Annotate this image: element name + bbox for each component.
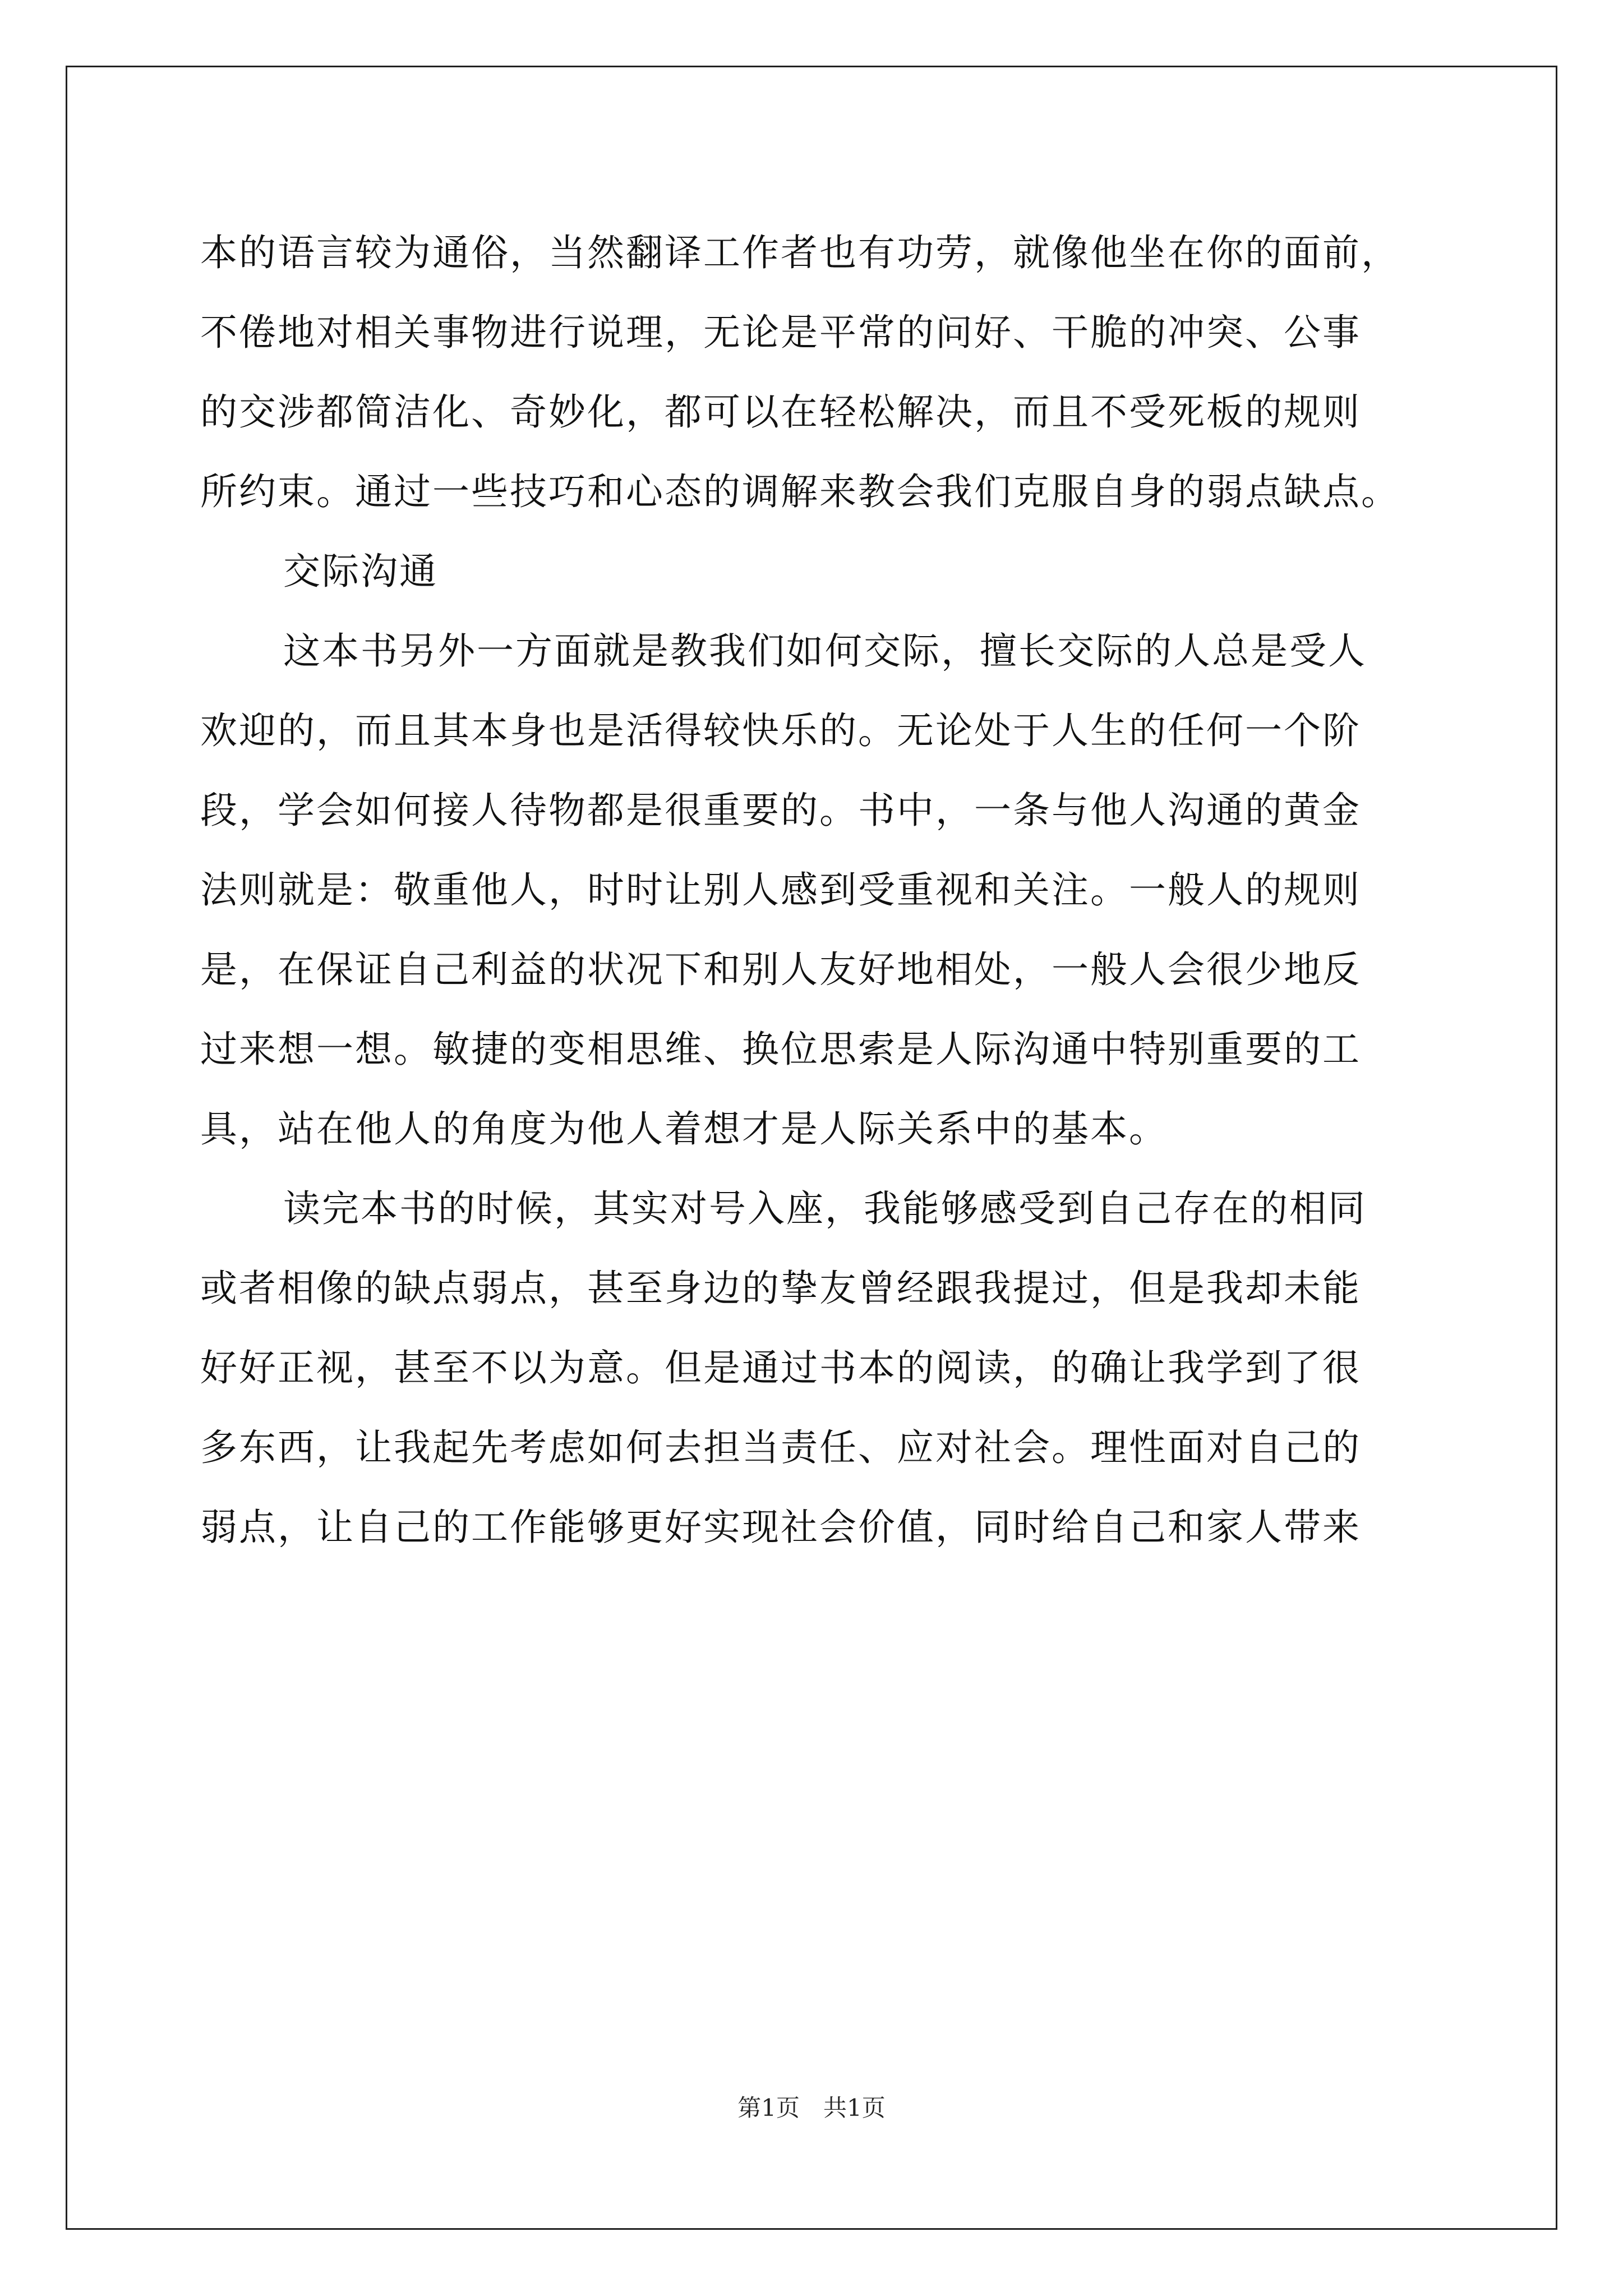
text-line: 法则就是：敬重他人，时时让别人感到受重视和关注。一般人的规则 [200,868,1361,912]
text-line: 所约束。通过一些技巧和心态的调解来教会我们克服自身的弱点缺点。 [200,470,1400,513]
page-number-footer: 第1页 共1页 [737,2094,886,2122]
text-line: 或者相像的缺点弱点，甚至身边的挚友曾经跟我提过，但是我却未能 [200,1267,1361,1310]
paragraph-first-line: 读完本书的时候，其实对号入座，我能够感受到自己存在的相同 [283,1187,1367,1230]
text-line: 是，在保证自己利益的状况下和别人友好地相处，一般人会很少地反 [200,948,1361,991]
text-line: 弱点，让自己的工作能够更好实现社会价值，同时给自己和家人带来 [200,1506,1361,1549]
paragraph-first-line: 这本书另外一方面就是教我们如何交际，擅长交际的人总是受人 [283,629,1367,673]
text-line: 的交涉都简洁化、奇妙化，都可以在轻松解决，而且不受死板的规则 [200,390,1361,434]
text-line: 不倦地对相关事物进行说理，无论是平常的问好、干脆的冲突、公事 [200,311,1361,354]
document-body [200,213,1434,1567]
text-line: 多东西，让我起先考虑如何去担当责任、应对社会。理性面对自己的 [200,1426,1361,1469]
text-line: 段，学会如何接人待物都是很重要的。书中，一条与他人沟通的黄金 [200,789,1361,832]
text-line: 本的语言较为通俗，当然翻译工作者也有功劳，就像他坐在你的面前， [200,231,1400,274]
text-line: 具，站在他人的角度为他人着想才是人际关系中的基本。 [200,1107,1168,1151]
text-line: 好好正视，甚至不以为意。但是通过书本的阅读，的确让我学到了很 [200,1346,1361,1389]
text-line: 过来想一想。敏捷的变相思维、换位思索是人际沟通中特别重要的工 [200,1028,1361,1071]
section-heading: 交际沟通 [283,550,438,593]
text-line: 欢迎的，而且其本身也是活得较快乐的。无论处于人生的任何一个阶 [200,709,1361,752]
